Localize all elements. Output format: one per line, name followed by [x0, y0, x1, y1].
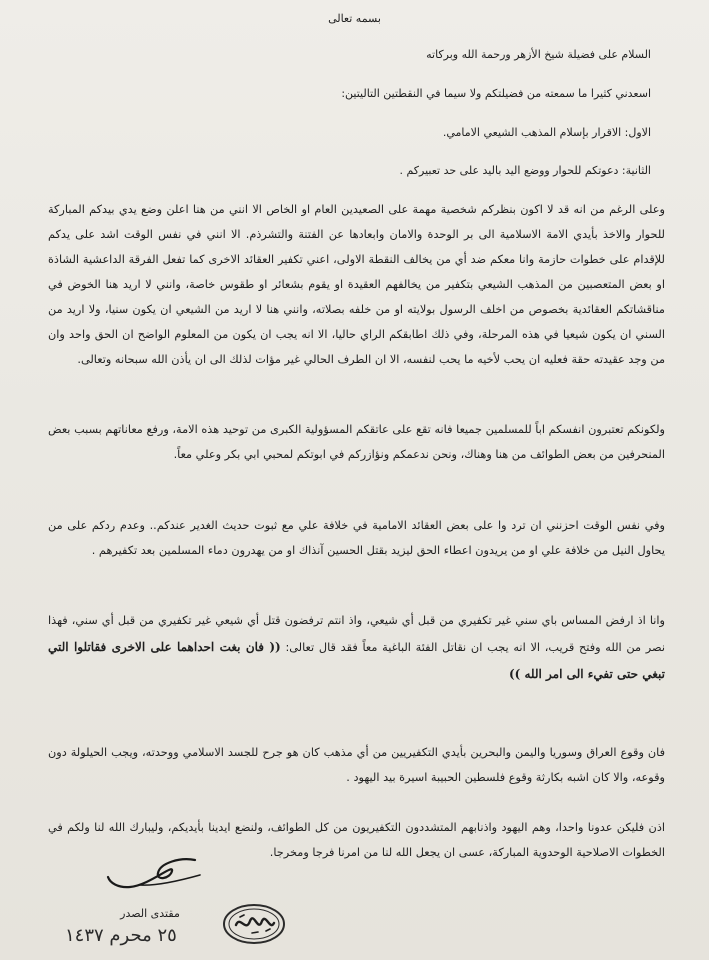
- paragraph-fatherhood: ولكونكم تعتبرون انفسكم اباً للمسلمين جميعا فانه تقع على عاتقكم المسؤولية الكبرى من توحيد هذه الامة، ورفع معاناتهم بسبب بعض المنحرفين من بعض الطوائف من هنا وهناك، ونحن ندعمكم ونؤازركم في ابوتكم لمحبي ابي بكر وعلي معاً.: [48, 423, 665, 461]
- official-seal: [222, 903, 286, 945]
- greeting-line: السلام على فضيلة شيخ الأزهر ورحمة الله وبركاته: [426, 48, 651, 61]
- paragraph-countries: فان وقوع العراق وسوريا واليمن والبحرين بأيدي التكفيريين من أي مذهب كان هو جرح للجسد الاسلامي ووحدته، ويجب الحيلولة دون وقوعه، والا كان اشبه بكارثة وقوع فلسطين الحبيبة اسيرة بيد اليهود .: [48, 746, 665, 784]
- paragraph-fight: [48, 608, 665, 688]
- paragraph-sadness: وفي نفس الوقت احزنني ان ترد وا على بعض العقائد الامامية في خلافة علي مع ثبوت حديث الغدير عندكم.. وعدم ردكم على من يحاول النيل من خلافة علي او من يريدون اعطاء الحق ليزيد بقتل الحسين آنذاك او من يهدرون دماء المسلمين بعد تكفيرهم .: [48, 519, 665, 557]
- handwritten-signature: [100, 855, 210, 895]
- point-one: الاول: الاقرار بإسلام المذهب الشيعي الامامي.: [442, 126, 651, 139]
- paragraph-fight-text: وانا اذ ارفض المساس باي سني غير تكفيري من قبل أي شيعي، واذ انتم ترفضون قتل أي شيعي غير تكفيري من قبل أي سني، فهذا نصر من الله وفتح قريب، الا انه يجب ان نقاتل الفئة الباغية معاً فقد قال تعالى:: [48, 614, 665, 654]
- letter-heading: بسمه تعالى: [328, 12, 381, 25]
- paragraph-dialogue: وعلى الرغم من انه قد لا اكون بنظركم شخصية مهمة على الصعيدين العام او الخاص الا انني من هنا اعلن وضع يدي بيدكم المباركة للحوار والاخذ بأيدي الامة الاسلامية الى بر الوحدة والامان وابعادها عن الفتنة والتشرذم. الا انني في نفس الوقت اشد على يدكم للإقدام على خطوات حازمة وانا معكم ضد أي من يخالف النقطة الاولى، اعني تكفير العقائد الاخرى كما تفعل الفرقة الداعشية الشاذة او بعض المتعصبين من المذهب الشيعي بتكفير من يخالفهم العقيدة او يقوم بشعائر او طقوس خاصة، وانني لا اريد هنا الخوض في مناقشاتكم العقائدية بخصوص من اخلف الرسول بولايته او من خلفه بصلاته، وانني هنا لا اريد من الشيعي ان يكون سنيا، ولا اريد من السني ان يكون شيعيا في هذه المرحلة، وفي ذلك اطابقكم الراي حاليا، الا انه يجب ان يكون من المعلوم الواضح ان الحق واحد وان من وجد عقيدته حقة فعليه ان يحب لأخيه ما يحب لنفسه، الا ان الطرف الحالي غير مؤات لذلك الى ان يأذن الله سبحانه وتعالى.: [48, 203, 665, 366]
- signatory-name: مقتدى الصدر: [120, 907, 180, 920]
- point-two: الثانية: دعوتكم للحوار ووضع اليد باليد على حد تعبيركم .: [399, 164, 651, 177]
- handwritten-date: ٢٥ محرم ١٤٣٧: [65, 925, 177, 946]
- paragraph-enemy: اذن فليكن عدونا واحدا، وهم اليهود واذنابهم المتشددون التكفيريون من كل الطوائف، ولنضع ايدينا بأيديكم، وليبارك الله لنا ولكم في الخطوات الاصلاحية الوحدوية المباركة، عسى ان يجعل الله لنا من امرنا فرجا ومخرجا.: [48, 821, 665, 859]
- quran-quote: (( فان بغت احداهما على الاخرى فقاتلوا التي تبغي حتى تفيء الى امر الله )): [48, 640, 665, 681]
- intro-line: اسعدني كثيرا ما سمعته من فضيلتكم ولا سيما في النقطتين التاليتين:: [341, 87, 651, 100]
